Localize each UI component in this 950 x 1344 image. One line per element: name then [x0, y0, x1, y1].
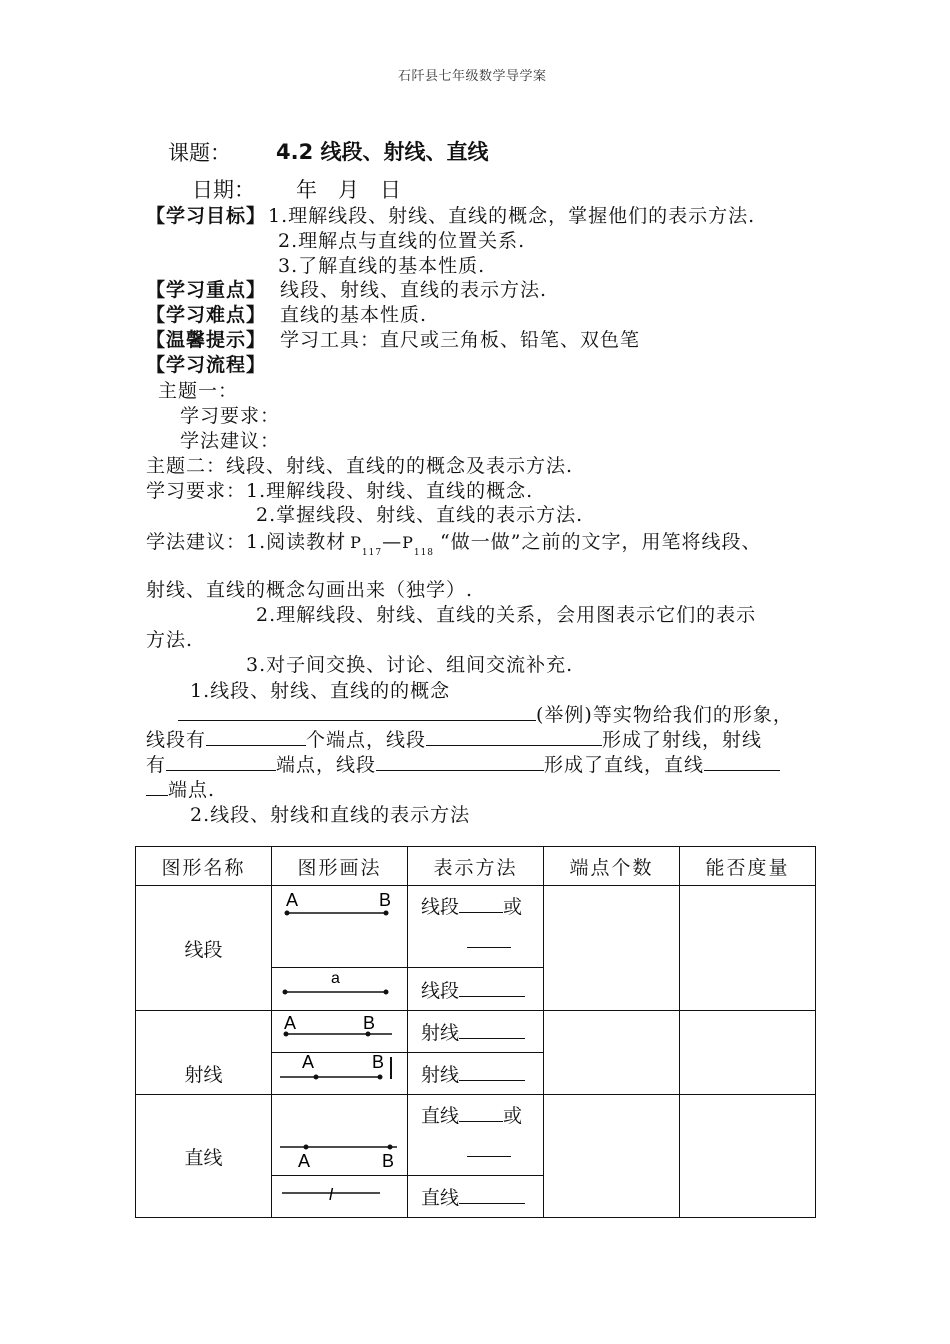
segment-measurable-cell[interactable]: [680, 886, 816, 1011]
key-point-label: 【学习重点】: [146, 279, 267, 301]
ray-measurable-cell[interactable]: [680, 1011, 816, 1095]
point-label: B: [382, 1151, 395, 1170]
line-measurable-cell[interactable]: [680, 1095, 816, 1218]
lesson-topic: 4.2 线段、射线、直线: [276, 140, 489, 164]
point-label: A: [284, 1013, 297, 1033]
table-row: [136, 886, 816, 968]
point-label: A: [286, 890, 299, 910]
theme2-advice-1: [146, 527, 761, 558]
segment-endpoint-count-cell[interactable]: [544, 886, 680, 1011]
date-month: 月: [338, 178, 359, 202]
point-label: A: [298, 1151, 311, 1170]
theme1-title: 主题一：: [158, 380, 239, 402]
ray-endpoint-count-cell[interactable]: [544, 1011, 680, 1095]
line-figure-l: [272, 1176, 408, 1218]
blank-ray-endpoints[interactable]: [166, 753, 276, 771]
date-day: 日: [380, 178, 401, 202]
blank-example[interactable]: [178, 703, 536, 721]
blank[interactable]: [459, 1064, 525, 1081]
objective-item: 1.理解线段、射线、直线的概念，掌握他们的表示方法.: [268, 205, 756, 227]
table-header-row: [136, 847, 816, 886]
process-label: 【学习流程】: [146, 354, 267, 376]
theme2-requirement-2: 2.掌握线段、射线、直线的表示方法.: [256, 504, 584, 526]
line-figure-ab: [272, 1095, 408, 1176]
theme2-advice-2: 2.理解线段、射线、直线的关系，会用图表示它们的表示: [256, 604, 757, 626]
ray-notation-1: 射线: [408, 1011, 544, 1053]
blank-segment-to-line[interactable]: [376, 753, 544, 771]
point-label: A: [302, 1053, 315, 1072]
blank[interactable]: [459, 1022, 525, 1039]
header-measurable: 能否度量: [680, 847, 816, 886]
theme1-requirement: 学习要求：: [180, 405, 281, 427]
point-label: B: [372, 1053, 385, 1072]
difficulty-label: 【学习难点】: [146, 304, 267, 326]
advice-text: “做一做”之前的文字，用笔将线段、: [440, 531, 762, 553]
theme2-title: 主题二：线段、射线、直线的的概念及表示方法.: [146, 455, 574, 477]
theme2-advice-1-cont: 射线、直线的概念勾画出来（独学）.: [146, 579, 474, 601]
fill-line-4: 端点.: [146, 775, 215, 802]
topic-label: 课题：: [168, 141, 231, 165]
segment-figure-ab: [272, 886, 408, 968]
fill-line-3: 有 端点，线段 形成了直线，直线: [146, 750, 780, 777]
row-name-line: 直线: [136, 1095, 272, 1218]
representation-table: [135, 846, 816, 1218]
ray-ab-drawing: [272, 1011, 406, 1047]
table-row: [136, 1011, 816, 1053]
point-label: B: [363, 1013, 376, 1033]
key-point-text: 线段、射线、直线的表示方法.: [280, 279, 548, 301]
theme1-advice: 学法建议：: [180, 430, 281, 452]
blank[interactable]: [459, 1187, 525, 1204]
theme2-advice-2-cont: 方法.: [146, 629, 194, 651]
line-notation-1: 直线 或: [408, 1095, 544, 1176]
blank-segment-to-ray[interactable]: [426, 728, 602, 746]
blank-line-endpoints-cont[interactable]: [146, 778, 168, 796]
line-ab-drawing: [272, 1095, 406, 1170]
tips-label: 【温馨提示】: [146, 329, 267, 351]
objectives-label: 【学习目标】: [146, 205, 267, 227]
header-title: 石阡县七年级数学导学案: [398, 69, 547, 84]
segment-notation-1: 线段 或: [408, 886, 544, 968]
date-label: 日期：: [192, 178, 255, 202]
page-ref-start: $P_{117}$: [350, 533, 383, 558]
blank[interactable]: [467, 931, 511, 948]
header-drawing: 图形画法: [272, 847, 408, 886]
line-l-drawing: [272, 1176, 406, 1212]
segment-label: a: [331, 970, 340, 987]
page-ref-end: $P_{118}$: [402, 533, 435, 558]
blank[interactable]: [459, 896, 503, 913]
segment-ab-drawing: [272, 886, 406, 962]
section1-title: 1.线段、射线、直线的的概念: [190, 680, 451, 702]
header-shape-name: 图形名称: [136, 847, 272, 886]
blank-segment-endpoints[interactable]: [206, 728, 306, 746]
fill-line-1: (举例)等实物给我们的形象，: [178, 700, 793, 727]
objective-item: 2.理解点与直线的位置关系.: [278, 230, 526, 252]
ray-ba-drawing: [272, 1053, 406, 1089]
line-notation-2: 直线: [408, 1176, 544, 1218]
row-name-segment: 线段: [136, 886, 272, 1011]
point-label: B: [379, 890, 392, 910]
theme2-advice-3: 3.对子间交换、讨论、组间交流补充.: [246, 654, 574, 676]
table-row: [136, 1095, 816, 1176]
ray-notation-2: 射线: [408, 1053, 544, 1095]
advice-text: 学法建议：1.阅读教材: [146, 531, 347, 553]
line-label: l: [329, 1185, 333, 1204]
section2-title: 2.线段、射线和直线的表示方法: [190, 804, 471, 826]
segment-notation-2: 线段: [408, 968, 544, 1011]
blank[interactable]: [459, 980, 525, 997]
page-ref-dash: —: [382, 531, 403, 553]
row-name-ray: 射线: [136, 1011, 272, 1095]
date-year: 年: [296, 178, 317, 202]
ray-figure-1: [272, 1011, 408, 1053]
header-endpoint-count: 端点个数: [544, 847, 680, 886]
blank[interactable]: [467, 1140, 511, 1157]
header-notation: 表示方法: [408, 847, 544, 886]
line-endpoint-count-cell[interactable]: [544, 1095, 680, 1218]
fill-line-2: 线段有 个端点，线段 形成了射线，射线: [146, 729, 763, 751]
difficulty-text: 直线的基本性质.: [280, 304, 428, 326]
objective-item: 3.了解直线的基本性质.: [278, 255, 486, 277]
ray-figure-2: [272, 1053, 408, 1095]
blank[interactable]: [459, 1105, 503, 1122]
segment-figure-a: [272, 968, 408, 1011]
segment-a-drawing: [272, 968, 406, 1005]
blank-line-endpoints[interactable]: [704, 753, 780, 771]
theme2-requirement-1: 学习要求：1.理解线段、射线、直线的概念.: [146, 480, 534, 502]
tips-text: 学习工具：直尺或三角板、铅笔、双色笔: [280, 329, 641, 351]
